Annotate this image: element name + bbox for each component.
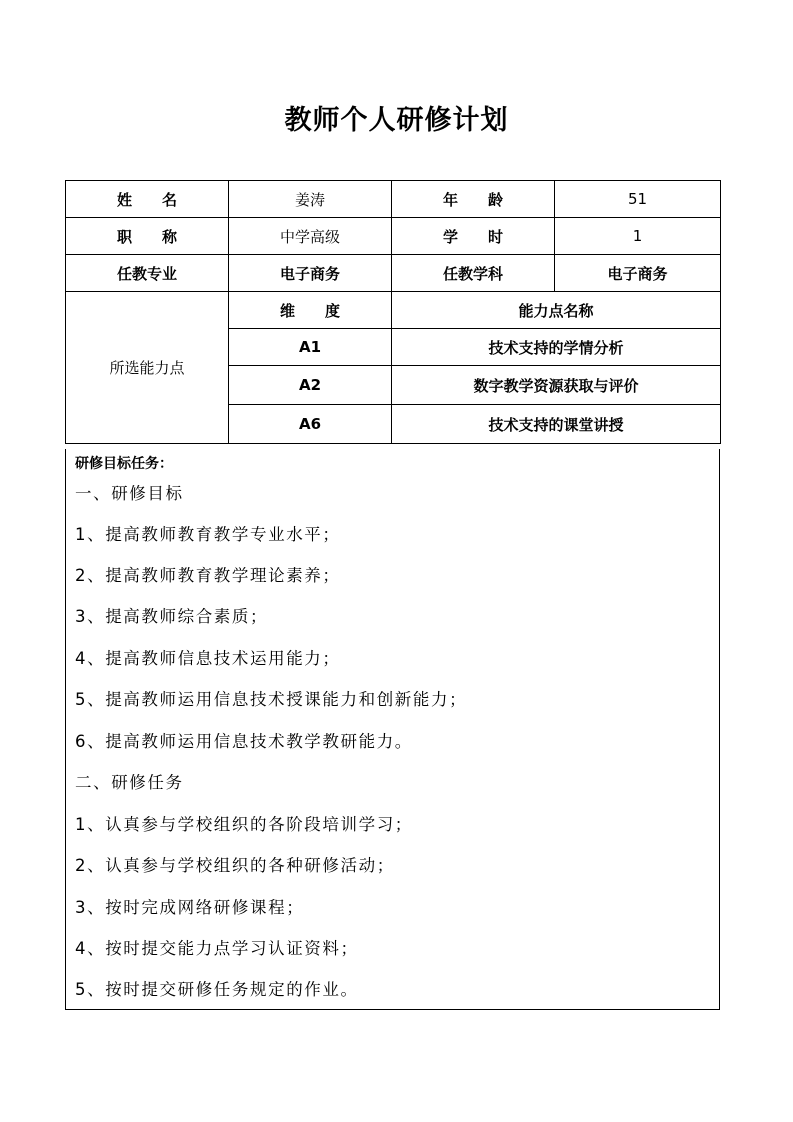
subject-label: 任教学科 <box>392 255 555 292</box>
goal-item: 3、提高教师综合素质； <box>75 607 269 626</box>
task-heading: 二、研修任务 <box>75 773 184 792</box>
major-label: 任教专业 <box>66 255 229 292</box>
hours-value: 1 <box>555 218 721 255</box>
ability-code: A2 <box>229 366 392 405</box>
table-row <box>66 181 721 218</box>
name-value: 姜涛 <box>229 181 392 218</box>
title-value: 中学高级 <box>229 218 392 255</box>
goal-item: 1、提高教师教育教学专业水平； <box>75 525 341 544</box>
goal-item: 5、提高教师运用信息技术授课能力和创新能力； <box>75 690 468 709</box>
title-label: 职 称 <box>66 218 229 255</box>
age-label: 年 龄 <box>392 181 555 218</box>
ability-name: 技术支持的课堂讲授 <box>392 405 721 444</box>
name-label: 姓 名 <box>66 181 229 218</box>
dimension-header: 维 度 <box>229 292 392 329</box>
ability-name: 技术支持的学情分析 <box>392 329 721 366</box>
table-row <box>66 292 721 329</box>
subject-value: 电子商务 <box>555 255 721 292</box>
ability-name-header: 能力点名称 <box>392 292 721 329</box>
task-item: 3、按时完成网络研修课程； <box>75 898 305 917</box>
ability-code: A1 <box>229 329 392 366</box>
task-item: 4、按时提交能力点学习认证资料； <box>75 939 359 958</box>
table-row <box>66 218 721 255</box>
task-item: 2、认真参与学校组织的各种研修活动； <box>75 856 395 875</box>
teacher-info-table <box>65 180 721 444</box>
hours-label: 学 时 <box>392 218 555 255</box>
goal-heading: 一、研修目标 <box>75 484 184 503</box>
table-row <box>66 255 721 292</box>
major-value: 电子商务 <box>229 255 392 292</box>
goal-item: 6、提高教师运用信息技术教学教研能力。 <box>75 732 413 751</box>
page-title: 教师个人研修计划 <box>284 105 509 136</box>
goal-item: 2、提高教师教育教学理论素养； <box>75 566 341 585</box>
ability-label: 所选能力点 <box>66 292 229 444</box>
task-item: 5、按时提交研修任务规定的作业。 <box>75 980 359 999</box>
ability-name: 数字教学资源获取与评价 <box>392 366 721 405</box>
plan-label: 研修目标任务： <box>75 456 173 472</box>
ability-code: A6 <box>229 405 392 444</box>
age-value: 51 <box>555 181 721 218</box>
task-item: 1、认真参与学校组织的各阶段培训学习； <box>75 815 413 834</box>
goal-item: 4、提高教师信息技术运用能力； <box>75 649 341 668</box>
plan-section <box>65 449 720 1010</box>
